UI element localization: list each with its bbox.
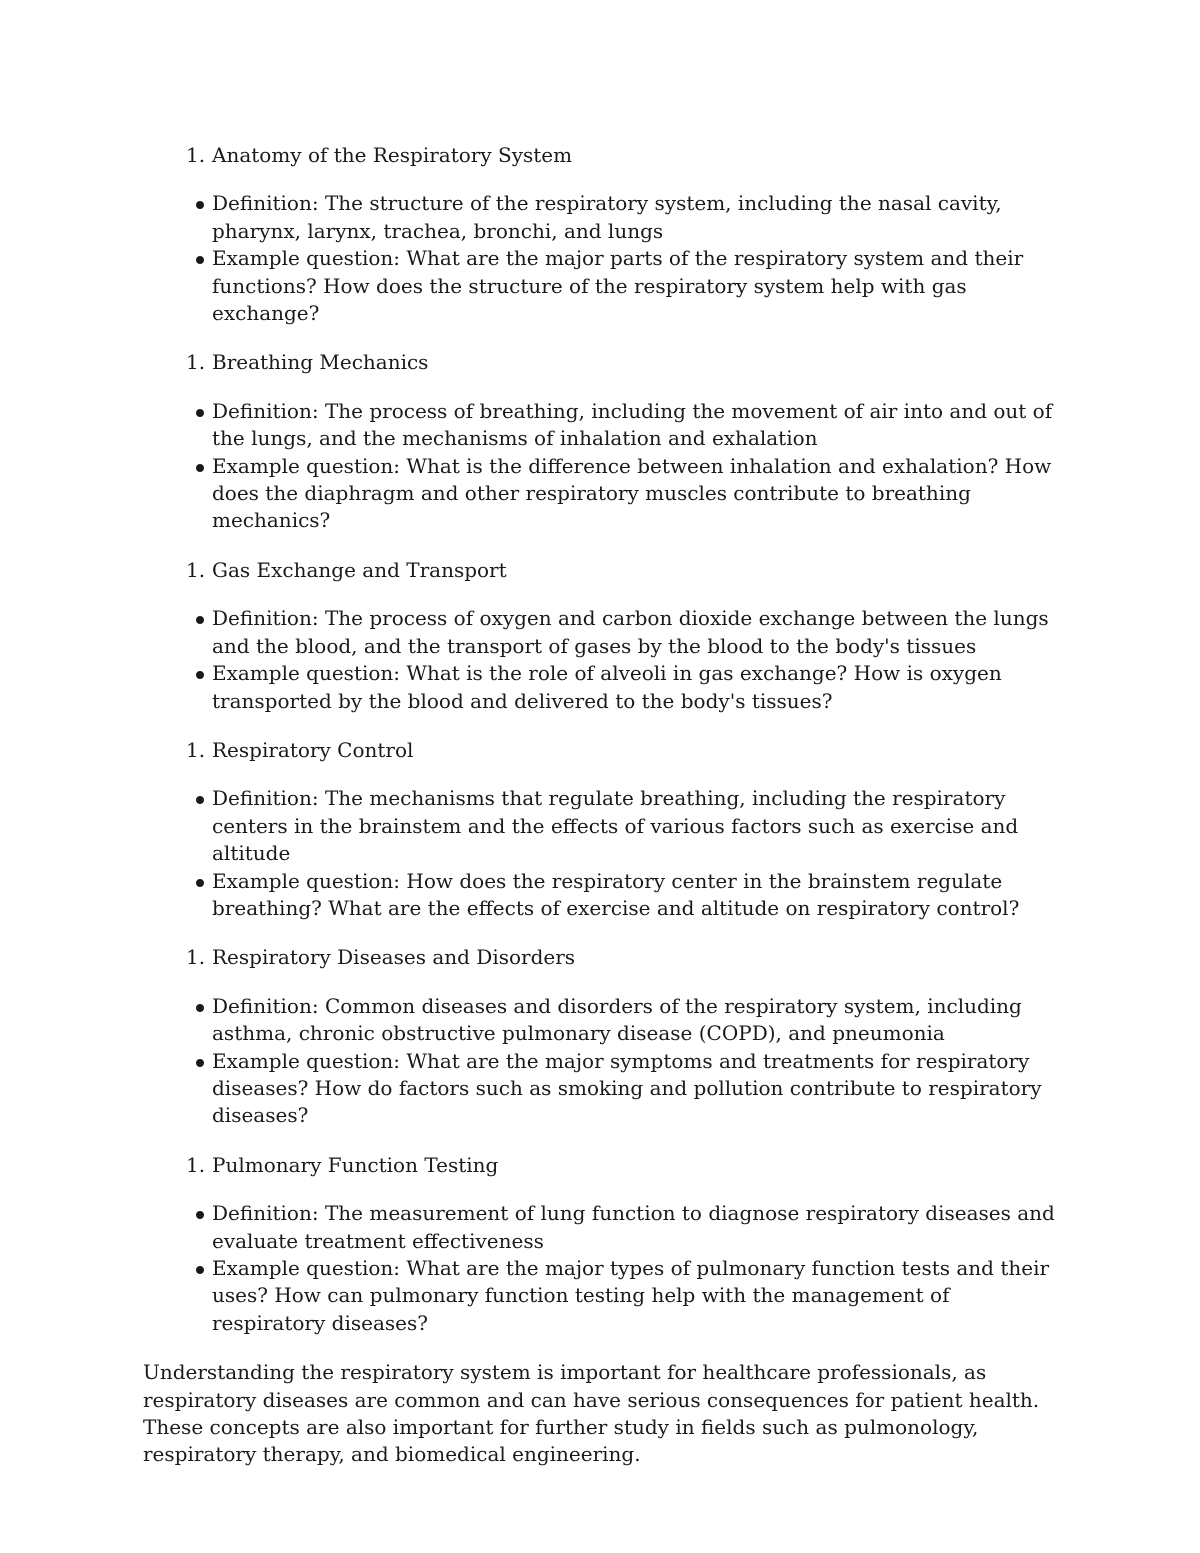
section-title: Pulmonary Function Testing: [212, 1152, 499, 1177]
definition-item: [143, 605, 1063, 660]
section-anatomy: [143, 142, 1063, 327]
section-heading: [143, 142, 1063, 169]
bullet-list: [143, 993, 1063, 1130]
example-text: Example question: What is the difference between inhalation and exhalation? How does the diaphragm and other respiratory muscles contribute to breathing mechanics?: [212, 453, 1052, 533]
bullet-icon: [196, 1266, 204, 1274]
list-number: 1.: [186, 143, 206, 167]
definition-item: [143, 785, 1063, 867]
list-number: 1.: [186, 945, 206, 970]
example-item: [143, 453, 1063, 535]
section-title: Breathing Mechanics: [212, 350, 429, 375]
bullet-icon: [196, 1059, 204, 1067]
bullet-list: [143, 605, 1063, 715]
bullet-icon: [196, 1004, 204, 1012]
bullet-icon: [196, 256, 204, 264]
list-number: 1.: [186, 737, 206, 762]
list-number: 1.: [186, 557, 206, 582]
bullet-list: [143, 1200, 1063, 1337]
bullet-list: [143, 398, 1063, 535]
example-text: Example question: What are the major parts of the respiratory system and their functions? How does the structure of the respiratory system help with gas exchange?: [212, 246, 1024, 326]
summary-paragraph: Understanding the respiratory system is important for healthcare professionals, as respiratory diseases are common and can have serious consequences for patient health. These concepts are also important for further study in fields such as pulmonology, respiratory therapy, and biomedical engineering.: [143, 1360, 1040, 1467]
example-text: Example question: What are the major types of pulmonary function tests and their uses? How can pulmonary function testing help with the management of respiratory diseases?: [212, 1256, 1050, 1335]
example-text: Example question: What are the major symptoms and treatments for respiratory diseases? How do factors such as smoking and pollution contribute to respiratory diseases?: [212, 1048, 1042, 1128]
example-item: [143, 660, 1063, 715]
definition-text: Definition: The process of oxygen and carbon dioxide exchange between the lungs and the blood, and the transport of gases by the blood to the body's tissues: [212, 606, 1049, 658]
definition-text: Definition: Common diseases and disorders of the respiratory system, including asthma, chronic obstructive pulmonary disease (COPD), and pneumonia: [212, 993, 1022, 1046]
section-title: Gas Exchange and Transport: [212, 557, 507, 582]
definition-text: Definition: The structure of the respiratory system, including the nasal cavity, pharynx, larynx, trachea, bronchi, and lungs: [212, 191, 1002, 243]
bullet-icon: [196, 409, 204, 417]
section-gas-exchange: [143, 557, 1063, 715]
definition-text: Definition: The mechanisms that regulate breathing, including the respiratory centers in the brainstem and the effects of various factors such as exercise and altitude: [212, 786, 1019, 866]
bullet-icon: [196, 464, 204, 472]
example-item: [143, 868, 1063, 923]
document-body: [143, 142, 1063, 1469]
section-breathing-mechanics: [143, 349, 1063, 534]
bullet-icon: [196, 796, 204, 804]
section-title: Anatomy of the Respiratory System: [212, 143, 573, 167]
bullet-icon: [196, 671, 204, 679]
example-text: Example question: What is the role of alveoli in gas exchange? How is oxygen transported by the blood and delivered to the body's tissues?: [212, 661, 1002, 713]
bullet-icon: [196, 201, 204, 209]
bullet-list: [143, 190, 1063, 327]
section-heading: [143, 557, 1063, 584]
list-number: 1.: [186, 350, 206, 375]
example-item: [143, 1255, 1063, 1337]
section-heading: [143, 737, 1063, 764]
definition-item: [143, 190, 1063, 245]
definition-item: [143, 993, 1063, 1048]
list-number: 1.: [186, 1152, 206, 1177]
section-heading: [143, 349, 1063, 376]
bullet-icon: [196, 879, 204, 887]
example-text: Example question: How does the respiratory center in the brainstem regulate breathing? What are the effects of exercise and altitude on respiratory control?: [212, 868, 1020, 920]
bullet-list: [143, 785, 1063, 922]
definition-item: [143, 1200, 1063, 1255]
section-respiratory-control: [143, 737, 1063, 922]
section-diseases: [143, 944, 1063, 1129]
section-heading: [143, 1152, 1063, 1179]
example-item: [143, 1048, 1063, 1130]
bullet-icon: [196, 1211, 204, 1219]
section-title: Respiratory Diseases and Disorders: [212, 945, 576, 970]
definition-item: [143, 398, 1063, 453]
definition-text: Definition: The process of breathing, including the movement of air into and out of the lungs, and the mechanisms of inhalation and exhalation: [212, 398, 1053, 451]
definition-text: Definition: The measurement of lung function to diagnose respiratory diseases and evaluate treatment effectiveness: [212, 1201, 1055, 1253]
example-item: [143, 245, 1063, 327]
section-title: Respiratory Control: [212, 737, 414, 762]
section-pulmonary-testing: [143, 1152, 1063, 1337]
bullet-icon: [196, 616, 204, 624]
section-heading: [143, 944, 1063, 971]
